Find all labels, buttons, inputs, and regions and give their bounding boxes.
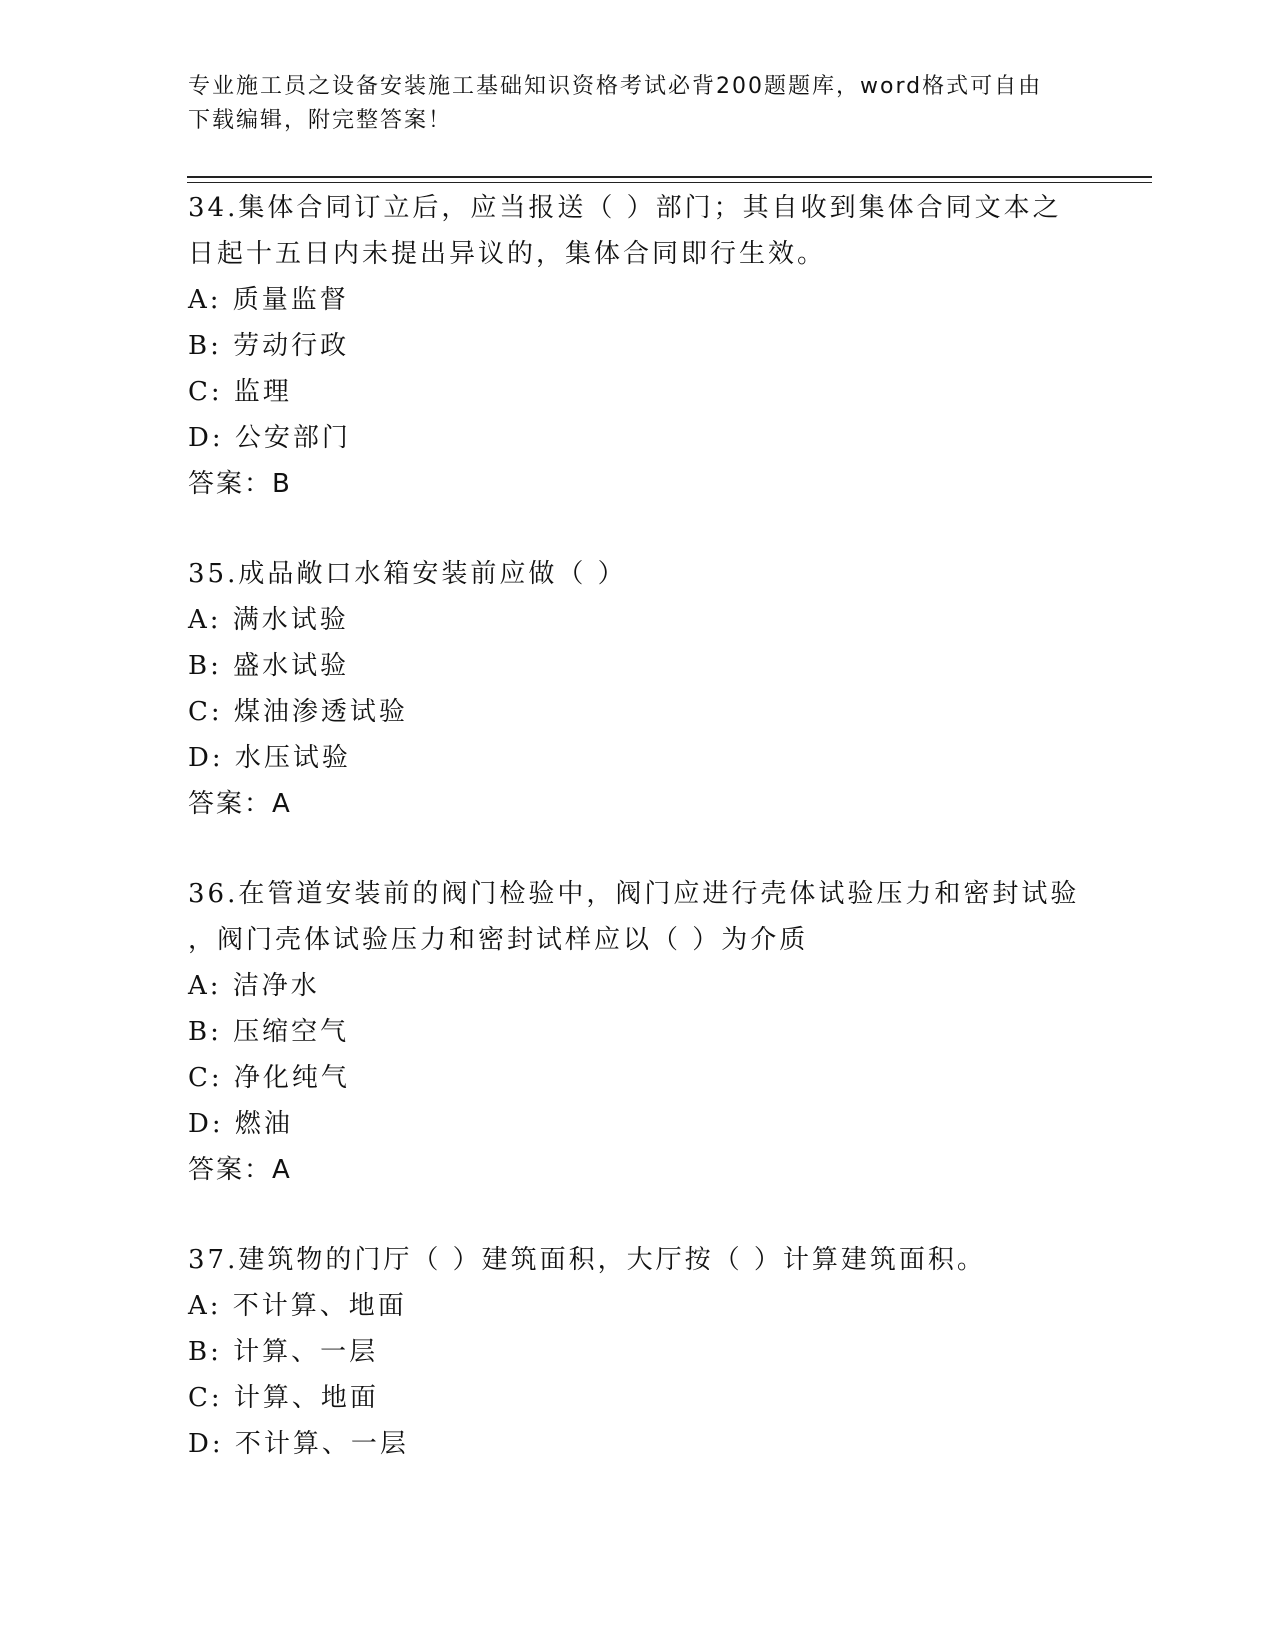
option-c: C: 监理 xyxy=(188,377,292,407)
question-stem: 34.集体合同订立后，应当报送（ ）部门；其自收到集体合同文本之 xyxy=(188,193,1062,223)
option-c: C: 计算、地面 xyxy=(188,1383,379,1413)
option-d: D: 不计算、一层 xyxy=(188,1429,409,1459)
option-b: B: 压缩空气 xyxy=(188,1017,350,1047)
option-c: C: 煤油渗透试验 xyxy=(188,697,408,727)
option-b: B: 劳动行政 xyxy=(188,331,350,361)
header-divider-thin xyxy=(187,182,1152,183)
question-34 xyxy=(188,185,1088,507)
question-stem-continued: ，阀门壳体试验压力和密封试样应以（ ）为介质 xyxy=(188,925,809,955)
question-stem: 35.成品敞口水箱安装前应做（ ） xyxy=(188,559,627,589)
question-36 xyxy=(188,871,1088,1193)
answer: 答案：B xyxy=(188,469,292,499)
question-list xyxy=(188,185,1088,1467)
option-a: A: 满水试验 xyxy=(188,605,349,635)
answer: 答案：A xyxy=(188,1155,292,1185)
question-37 xyxy=(188,1237,1088,1467)
option-d: D: 水压试验 xyxy=(188,743,351,773)
question-35 xyxy=(188,551,1088,827)
document-header xyxy=(188,70,1068,138)
question-stem-continued: 日起十五日内未提出异议的，集体合同即行生效。 xyxy=(188,239,827,269)
header-divider-thick xyxy=(187,176,1152,178)
option-a: A: 质量监督 xyxy=(188,285,349,315)
option-d: D: 公安部门 xyxy=(188,423,351,453)
option-d: D: 燃油 xyxy=(188,1109,293,1139)
header-line-1: 专业施工员之设备安装施工基础知识资格考试必背200题题库，word格式可自由 xyxy=(188,74,1043,99)
answer: 答案：A xyxy=(188,789,292,819)
option-a: A: 不计算、地面 xyxy=(188,1291,407,1321)
header-line-2: 下载编辑，附完整答案！ xyxy=(188,108,453,133)
option-b: B: 盛水试验 xyxy=(188,651,350,681)
option-a: A: 洁净水 xyxy=(188,971,320,1001)
question-stem: 36.在管道安装前的阀门检验中，阀门应进行壳体试验压力和密封试验 xyxy=(188,879,1080,909)
question-stem: 37.建筑物的门厅（ ）建筑面积，大厅按（ ）计算建筑面积。 xyxy=(188,1245,986,1275)
option-c: C: 净化纯气 xyxy=(188,1063,350,1093)
option-b: B: 计算、一层 xyxy=(188,1337,379,1367)
